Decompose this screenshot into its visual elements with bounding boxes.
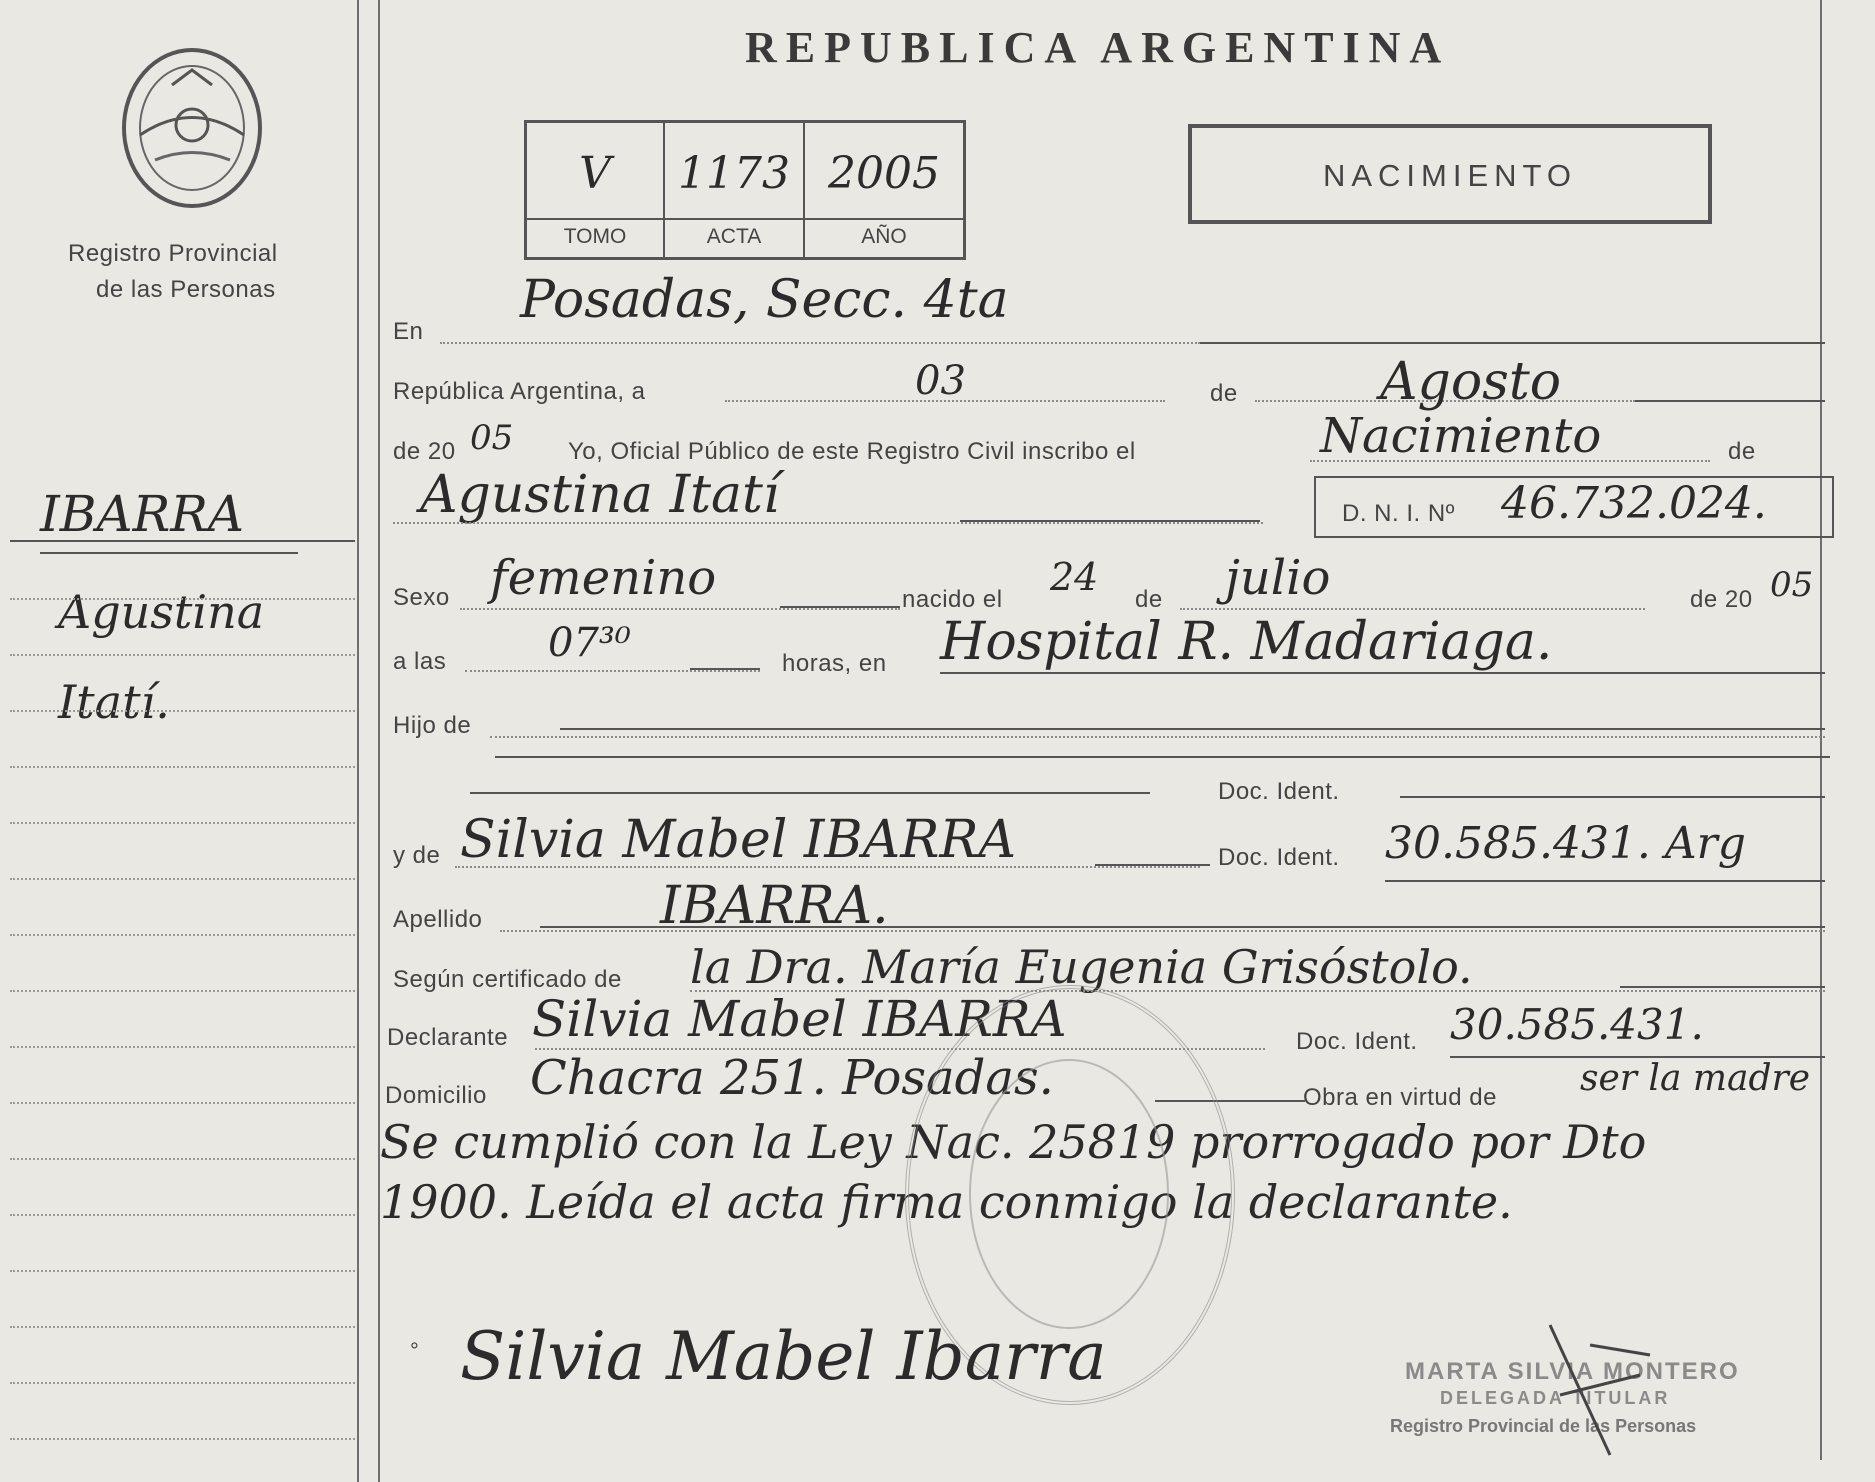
rule-father (560, 728, 1825, 730)
entry-place: Posadas, Secc. 4ta (520, 270, 1009, 330)
entry-mother: Silvia Mabel IBARRA (460, 810, 1017, 870)
official-signature (1530, 1315, 1670, 1465)
stub-dotted-line (10, 654, 355, 656)
label-doc-ident-father: Doc. Ident. (1218, 778, 1340, 805)
stub-dotted-line (10, 1158, 355, 1160)
registry-number-box (524, 120, 966, 260)
label-obra: Obra en virtud de (1303, 1084, 1497, 1111)
dotted-line-sex (460, 608, 900, 610)
rule-hour (690, 668, 760, 670)
label-de-year: de 20 (393, 438, 456, 465)
ano-value: 2005 (828, 148, 940, 199)
stub-dotted-line (10, 1382, 355, 1384)
stub-dotted-line (10, 1214, 355, 1216)
entry-birth-month: julio (1225, 550, 1331, 606)
ano-label: AÑO (861, 225, 907, 248)
label-nacido: nacido el (902, 586, 1003, 613)
dotted-line-mother (455, 866, 1200, 868)
entry-declarant: Silvia Mabel IBARRA (532, 990, 1067, 1048)
tomo-cell (527, 123, 665, 257)
entry-month: Agosto (1380, 352, 1562, 412)
rule-father-3 (470, 792, 1150, 794)
form-right-border (1820, 0, 1822, 1460)
stub-divider (357, 0, 359, 1482)
rule-sex (780, 606, 900, 608)
note-line-1: Se cumplió con la Ley Nac. 25819 prorrogado por Dto (380, 1115, 1647, 1169)
misiones-seal-logo (110, 40, 275, 215)
stub-surname-rule (10, 540, 355, 542)
label-declarante: Declarante (387, 1024, 509, 1051)
rule-name (960, 520, 1260, 522)
dotted-line-birth-month (1180, 608, 1645, 610)
entry-declarant-doc: 30.585.431. (1450, 1000, 1704, 1049)
ano-cell (805, 123, 963, 257)
entry-mother-doc: 30.585.431. Arg (1385, 818, 1746, 869)
label-de-act: de (1728, 438, 1756, 465)
stub-dotted-line (10, 710, 355, 712)
rule-mother (1095, 864, 1210, 866)
record-type-box (1188, 124, 1712, 224)
entry-dni: 46.732.024. (1501, 478, 1767, 529)
official-office: Registro Provincial de las Personas (1390, 1416, 1697, 1436)
tomo-label: TOMO (563, 225, 627, 248)
stub-dotted-line (10, 1438, 355, 1440)
acta-value: 1173 (678, 148, 790, 199)
dni-box (1314, 476, 1834, 538)
label-y-de: y de (393, 842, 441, 869)
stub-dotted-line (10, 1102, 355, 1104)
label-de20-birth: de 20 (1690, 586, 1753, 613)
label-de-month: de (1210, 380, 1238, 407)
label-inscribo: Yo, Oficial Público de este Registro Civil inscribo el (568, 438, 1136, 465)
rule-mother-doc (1385, 880, 1825, 882)
dotted-line-act (1310, 460, 1710, 462)
entry-name: Agustina Itatí (420, 465, 780, 525)
entry-surname: IBARRA. (660, 876, 889, 936)
office-name-line2: de las Personas (96, 276, 276, 303)
signature-mark: ° (410, 1338, 420, 1363)
stub-surname: IBARRA (40, 485, 245, 543)
entry-sex: femenino (490, 550, 717, 606)
official-title: DELEGADA TITULAR (1440, 1388, 1671, 1408)
label-domicilio: Domicilio (385, 1082, 487, 1109)
entry-act: Nacimiento (1320, 408, 1602, 464)
stub-dotted-line (10, 598, 355, 600)
label-republica: República Argentina, a (393, 378, 646, 405)
stub-dotted-line (10, 1046, 355, 1048)
entry-hour: 07³⁰ (548, 620, 631, 666)
stub-given-name-2: Itatí. (58, 675, 170, 729)
label-de-birth-month: de (1135, 586, 1163, 613)
entry-certificate: la Dra. María Eugenia Grisóstolo. (690, 940, 1473, 994)
label-sexo: Sexo (393, 584, 450, 611)
acta-cell (665, 123, 805, 257)
label-hijo-de: Hijo de (393, 712, 472, 739)
entry-day: 03 (915, 358, 966, 404)
record-type: NACIMIENTO (1322, 158, 1578, 193)
label-doc-ident-declarant: Doc. Ident. (1296, 1028, 1418, 1055)
rule-certificate (1620, 986, 1825, 988)
rule-father-doc (1400, 796, 1825, 798)
form-left-border (378, 0, 380, 1482)
dotted-line-surname (500, 930, 1825, 932)
entry-birth-place: Hospital R. Madariaga. (940, 612, 1553, 672)
rule-father-2 (495, 756, 1830, 758)
label-a-las: a las (393, 648, 447, 675)
entry-obra: ser la madre (1580, 1058, 1811, 1099)
declarant-signature: Silvia Mabel Ibarra (460, 1318, 1107, 1395)
label-dni: D. N. I. Nº (1342, 500, 1455, 527)
stub-dotted-line (10, 766, 355, 768)
stub-dotted-line (10, 1326, 355, 1328)
entry-birth-day: 24 (1050, 555, 1099, 599)
stub-dotted-line (10, 1270, 355, 1272)
acta-label: ACTA (706, 225, 762, 248)
label-horas-en: horas, en (782, 650, 887, 677)
entry-year: 05 (470, 418, 514, 458)
label-doc-ident-mother: Doc. Ident. (1218, 844, 1340, 871)
stub-dotted-line (10, 822, 355, 824)
label-segun-certificado: Según certificado de (393, 966, 622, 993)
office-name-line1: Registro Provincial (68, 240, 278, 267)
rule-en (1200, 342, 1825, 344)
stub-dotted-line (10, 878, 355, 880)
entry-birth-year: 05 (1770, 565, 1814, 605)
dotted-line-hour (465, 670, 760, 672)
entry-address: Chacra 251. Posadas. (530, 1050, 1054, 1106)
rule-month (1635, 400, 1825, 402)
label-apellido: Apellido (393, 906, 483, 933)
tomo-value: V (579, 148, 611, 199)
stub-surname-underline (40, 552, 298, 554)
label-en: En (393, 318, 424, 345)
rule-surname (540, 926, 1825, 928)
stub-given-name-1: Agustina (58, 585, 265, 639)
stub-dotted-line (10, 990, 355, 992)
dotted-line-name (393, 522, 1263, 524)
dotted-line-en (440, 342, 1200, 344)
dotted-line-father (490, 736, 1825, 738)
note-line-2: 1900. Leída el acta firma conmigo la declarante. (380, 1175, 1513, 1229)
page-title: REPUBLICA ARGENTINA (745, 23, 1451, 72)
stub-dotted-line (10, 934, 355, 936)
official-name: MARTA SILVIA MONTERO (1405, 1358, 1740, 1385)
rule-birth-place (940, 672, 1825, 674)
